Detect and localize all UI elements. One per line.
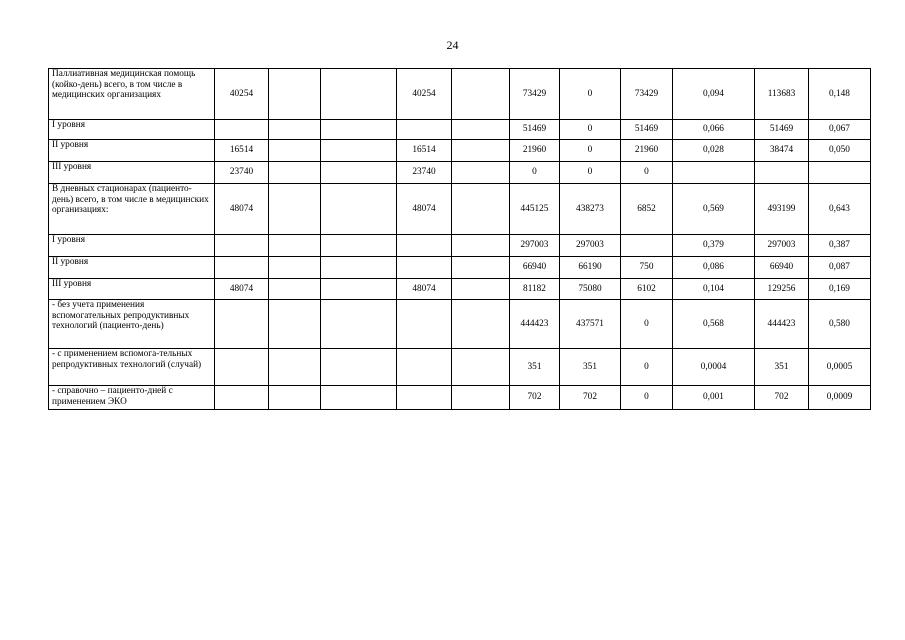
table-cell (269, 162, 321, 184)
table-cell (215, 300, 269, 349)
table-cell: 493199 (755, 184, 809, 235)
table-cell (269, 349, 321, 386)
table-cell (452, 279, 510, 300)
table-cell: 351 (560, 349, 621, 386)
table-cell (321, 120, 397, 140)
table-cell (215, 257, 269, 279)
table-row (49, 300, 871, 349)
table-cell: 48074 (397, 279, 452, 300)
table-cell (452, 162, 510, 184)
table-cell (321, 279, 397, 300)
table-cell (215, 120, 269, 140)
table-cell: 0,050 (809, 140, 871, 162)
table-cell: 444423 (755, 300, 809, 349)
row-label: III уровня (49, 162, 215, 184)
table-cell: 0,0009 (809, 386, 871, 410)
table-cell: 750 (621, 257, 673, 279)
row-label: II уровня (49, 140, 215, 162)
table-cell (397, 349, 452, 386)
table-cell: 0,094 (673, 69, 755, 120)
table-cell: 81182 (510, 279, 560, 300)
table-cell: 6852 (621, 184, 673, 235)
table-cell: 0 (621, 162, 673, 184)
table-cell: 0,379 (673, 235, 755, 257)
row-label: I уровня (49, 235, 215, 257)
table-cell: 702 (510, 386, 560, 410)
table-body (49, 69, 871, 410)
table-cell: 297003 (510, 235, 560, 257)
table-cell: 0,169 (809, 279, 871, 300)
page-number: 24 (446, 38, 459, 52)
table-cell: 73429 (621, 69, 673, 120)
table-cell (452, 120, 510, 140)
table-cell (452, 140, 510, 162)
table-cell: 51469 (510, 120, 560, 140)
table-cell: 129256 (755, 279, 809, 300)
table-cell (269, 300, 321, 349)
table-cell: 6102 (621, 279, 673, 300)
table-cell: 297003 (755, 235, 809, 257)
row-label: II уровня (49, 257, 215, 279)
table-cell: 0 (510, 162, 560, 184)
table-cell: 21960 (510, 140, 560, 162)
table-cell (452, 386, 510, 410)
table-cell: 0 (621, 386, 673, 410)
table-cell (269, 279, 321, 300)
table-cell (321, 349, 397, 386)
table-cell (809, 162, 871, 184)
table-cell: 0 (560, 140, 621, 162)
table-row (49, 162, 871, 184)
table-cell: 0,0004 (673, 349, 755, 386)
table-cell: 0,087 (809, 257, 871, 279)
table-row (49, 69, 871, 120)
table-cell (215, 235, 269, 257)
table-cell: 40254 (215, 69, 269, 120)
row-label: I уровня (49, 120, 215, 140)
table-cell: 51469 (621, 120, 673, 140)
table-cell (269, 184, 321, 235)
table-cell (269, 257, 321, 279)
table-cell (397, 235, 452, 257)
table-row (49, 120, 871, 140)
table-cell: 0,001 (673, 386, 755, 410)
table-cell: 444423 (510, 300, 560, 349)
table-cell (321, 69, 397, 120)
table-cell (452, 184, 510, 235)
table-cell (452, 257, 510, 279)
table-cell (755, 162, 809, 184)
table-cell: 48074 (215, 184, 269, 235)
row-label: В дневных стационарах (пациенто-день) всего, в том числе в медицинских организациях: (49, 184, 215, 235)
table-cell: 0,387 (809, 235, 871, 257)
table-cell: 51469 (755, 120, 809, 140)
table-cell: 0 (560, 162, 621, 184)
table-cell (321, 184, 397, 235)
table-cell: 0,580 (809, 300, 871, 349)
table-cell: 0 (560, 69, 621, 120)
table-cell (269, 69, 321, 120)
table-cell: 0 (621, 349, 673, 386)
table-cell (452, 69, 510, 120)
table-row (49, 386, 871, 410)
table-cell (269, 120, 321, 140)
row-label: III уровня (49, 279, 215, 300)
table-cell (452, 349, 510, 386)
table-row (49, 184, 871, 235)
table-cell: 702 (560, 386, 621, 410)
table-cell: 297003 (560, 235, 621, 257)
table-cell (673, 162, 755, 184)
table-cell: 445125 (510, 184, 560, 235)
row-label: Паллиативная медицинская помощь (койко-день) всего, в том числе в медицинских организациях (49, 69, 215, 120)
table-cell: 48074 (215, 279, 269, 300)
table-cell: 0 (560, 120, 621, 140)
table-cell: 66190 (560, 257, 621, 279)
table-cell: 38474 (755, 140, 809, 162)
row-label: - без учета применения вспомогательных репродуктивных технологий (пациенто-день) (49, 300, 215, 349)
table-cell (321, 235, 397, 257)
table-cell: 0,104 (673, 279, 755, 300)
table-cell: 0,148 (809, 69, 871, 120)
table-cell (397, 386, 452, 410)
table-cell (269, 386, 321, 410)
table-row (49, 349, 871, 386)
table-cell: 0 (621, 300, 673, 349)
table-cell: 66940 (755, 257, 809, 279)
table-cell: 66940 (510, 257, 560, 279)
table-cell: 23740 (397, 162, 452, 184)
table-cell (269, 235, 321, 257)
table-cell (452, 235, 510, 257)
table-cell: 0,067 (809, 120, 871, 140)
table-cell (321, 162, 397, 184)
table-cell: 75080 (560, 279, 621, 300)
table-cell: 351 (755, 349, 809, 386)
table-cell: 438273 (560, 184, 621, 235)
table-cell: 0,086 (673, 257, 755, 279)
table-cell (321, 386, 397, 410)
table-cell: 702 (755, 386, 809, 410)
table-cell: 0,0005 (809, 349, 871, 386)
table-row (49, 257, 871, 279)
table-cell: 0,568 (673, 300, 755, 349)
table-cell: 351 (510, 349, 560, 386)
table-cell: 21960 (621, 140, 673, 162)
table-cell (321, 257, 397, 279)
table-cell: 113683 (755, 69, 809, 120)
table-cell: 48074 (397, 184, 452, 235)
table-cell (621, 235, 673, 257)
table-cell (397, 120, 452, 140)
table-cell (321, 140, 397, 162)
statistics-table (48, 68, 871, 410)
table-cell: 0,569 (673, 184, 755, 235)
table-cell: 16514 (397, 140, 452, 162)
table-cell (452, 300, 510, 349)
table-row (49, 140, 871, 162)
table-cell: 0,066 (673, 120, 755, 140)
table-row (49, 279, 871, 300)
table-cell (269, 140, 321, 162)
table-cell: 16514 (215, 140, 269, 162)
table-cell: 0,028 (673, 140, 755, 162)
table-cell: 40254 (397, 69, 452, 120)
table-cell: 437571 (560, 300, 621, 349)
table-cell (215, 349, 269, 386)
row-label: - справочно – пациенто-дней с применением ЭКО (49, 386, 215, 410)
table-cell (397, 257, 452, 279)
table-cell (321, 300, 397, 349)
table-cell (215, 386, 269, 410)
row-label: - с применением вспомога-тельных репродуктивных технологий (случай) (49, 349, 215, 386)
table-cell (397, 300, 452, 349)
table-cell: 23740 (215, 162, 269, 184)
table-row (49, 235, 871, 257)
table-cell: 0,643 (809, 184, 871, 235)
table-cell: 73429 (510, 69, 560, 120)
